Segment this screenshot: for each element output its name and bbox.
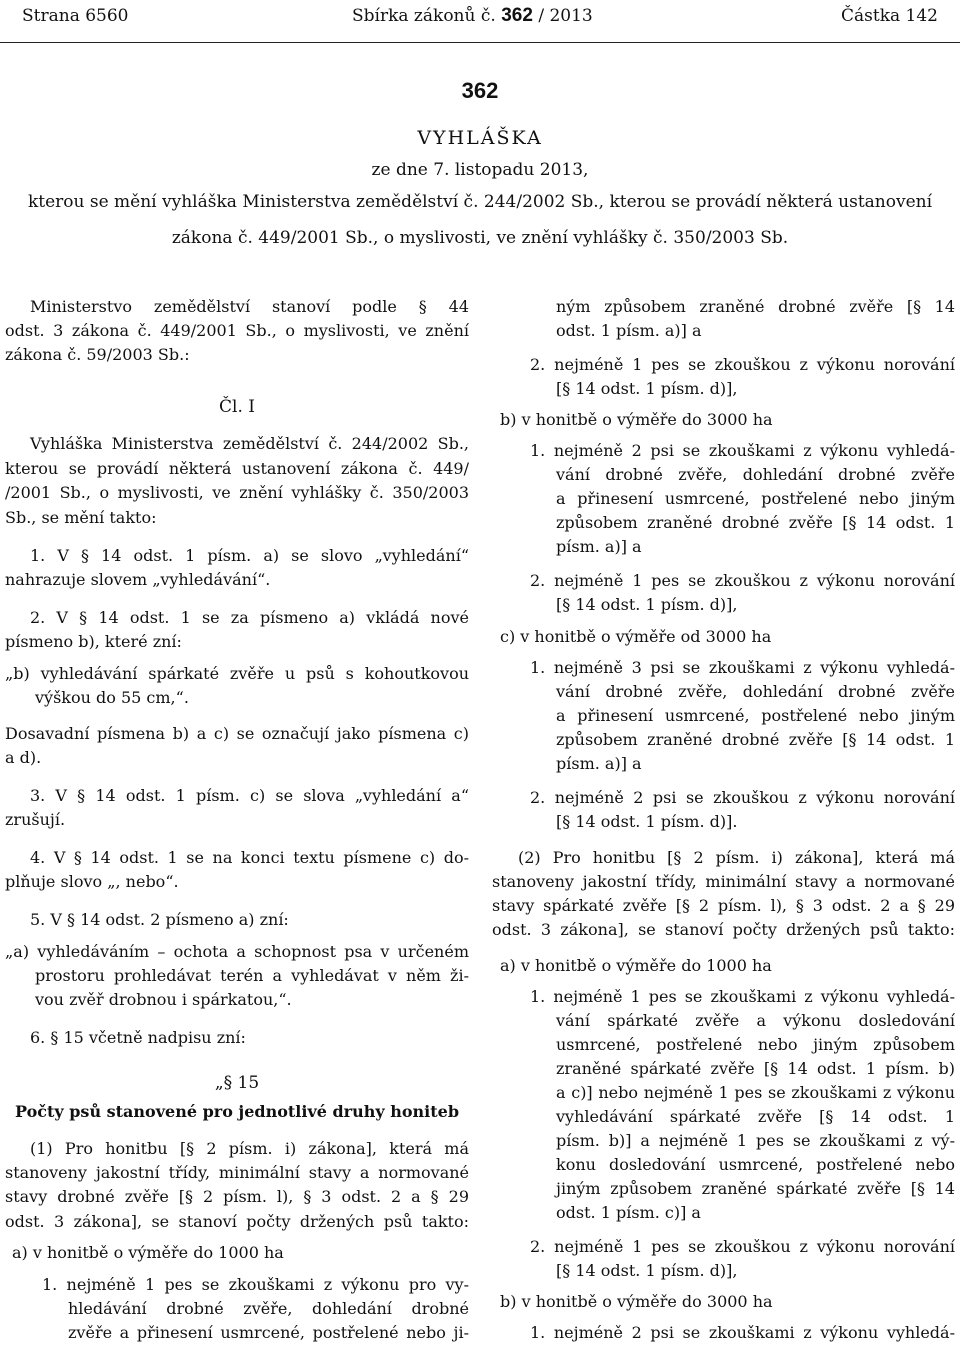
text-line: [§ 14 odst. 1 písm. d)]. — [556, 812, 738, 831]
text-line: a přinesení usmrcené, postřelené nebo jiným — [556, 706, 955, 725]
text-line: vou zvěř drobnou i spárkatou,“. — [35, 990, 292, 1009]
text-line: stanoveny jakostní třídy, minimální stavy a normované — [492, 872, 955, 891]
section-heading: „§ 15 — [214, 1073, 260, 1093]
text-line: plňuje slovo „, nebo“. — [5, 872, 179, 891]
text-line: vání spárkaté zvěře a výkonu dosledování — [556, 1011, 955, 1030]
collection-number: 362 — [501, 5, 533, 26]
part-number: Částka 142 — [841, 6, 938, 26]
text-line: písmeno b), které zní: — [5, 632, 182, 651]
text-line: b) v honitbě o výměře do 3000 ha — [500, 410, 773, 429]
section-heading: Počty psů stanovené pro jednotlivé druhy honiteb — [14, 1102, 460, 1121]
text-line: vání drobné zvěře, dohledání drobné zvěře — [556, 465, 955, 484]
text-line: Ministerstvo zemědělství stanoví podle § 44 — [30, 297, 469, 316]
text-line: 1. nejméně 1 pes se zkouškami z výkonu vyhledá- — [530, 987, 955, 1006]
collection-year: / 2013 — [538, 6, 593, 26]
text-line: odst. 1 písm. a)] a — [556, 321, 702, 340]
text-line: a d). — [5, 748, 42, 767]
text-line: 3. V § 14 odst. 1 písm. c) se slova „vyhledání a“ — [30, 786, 469, 805]
document-subtitle-line: kterou se mění vyhláška Ministerstva zemědělství č. 244/2002 Sb., kterou se provádí některá ustanovení — [27, 192, 933, 212]
document-subtitle-line: zákona č. 449/2001 Sb., o myslivosti, ve znění vyhlášky č. 350/2003 Sb. — [171, 228, 789, 248]
text-line: stanoveny jakostní třídy, minimální stavy a normované — [5, 1163, 469, 1182]
text-line: vání drobné zvěře, dohledání drobné zvěře — [556, 682, 955, 701]
text-line: 2. nejméně 1 pes se zkouškou z výkonu norování — [530, 1237, 955, 1256]
text-line: a) v honitbě o výměře do 1000 ha — [12, 1243, 284, 1262]
text-line: písm. b)] a nejméně 1 pes se zkouškami z vý- — [556, 1131, 955, 1150]
text-line: c) v honitbě o výměře od 3000 ha — [500, 627, 772, 646]
text-line: zraněné spárkaté zvěře [§ 14 odst. 1 písm. b) — [556, 1059, 955, 1078]
text-line: 1. nejméně 2 psi se zkouškami z výkonu vyhledá- — [530, 1323, 955, 1342]
text-line: 2. nejméně 1 pes se zkouškou z výkonu norování — [530, 355, 955, 374]
text-line: 2. nejméně 1 pes se zkouškou z výkonu norování — [530, 571, 955, 590]
text-line: a c)] nebo nejméně 1 pes se zkouškami z výkonu — [556, 1083, 955, 1102]
text-line: Dosavadní písmena b) a c) se označují jako písmena c) — [5, 724, 469, 743]
document-number: 362 — [461, 78, 499, 103]
text-line: 2. nejméně 2 psi se zkouškou z výkonu norování — [530, 788, 955, 807]
text-line: 1. nejméně 3 psi se zkouškami z výkonu vyhledá- — [530, 658, 955, 677]
text-line: [§ 14 odst. 1 písm. d)], — [556, 1261, 738, 1280]
text-line: (1) Pro honitbu [§ 2 písm. i) zákona], která má — [30, 1139, 469, 1158]
document-date: ze dne 7. listopadu 2013, — [371, 160, 589, 180]
text-line: stavy drobné zvěře [§ 2 písm. l), § 3 odst. 2 a § 29 — [5, 1187, 469, 1206]
text-line: 1. nejméně 1 pes se zkouškami z výkonu pro vy- — [42, 1275, 469, 1294]
text-line: písm. a)] a — [556, 754, 642, 773]
text-line: stavy spárkaté zvěře [§ 2 písm. l), § 3 odst. 2 a § 29 — [492, 896, 955, 915]
page-number: Strana 6560 — [22, 6, 129, 26]
text-line: [§ 14 odst. 1 písm. d)], — [556, 595, 738, 614]
text-line: zvěře a přinesení usmrcené, postřelené nebo ji- — [68, 1323, 469, 1342]
text-line: (2) Pro honitbu [§ 2 písm. i) zákona], která má — [518, 848, 955, 867]
text-line: výškou do 55 cm,“. — [35, 688, 189, 707]
text-line: hledávání drobné zvěře, dohledání drobné — [68, 1299, 469, 1318]
text-line: Sb., se mění takto: — [5, 508, 157, 527]
text-line: b) v honitbě o výměře do 3000 ha — [500, 1292, 773, 1311]
text-line: odst. 3 zákona], se stanoví počty držených psů takto: — [492, 920, 955, 939]
text-line: zrušují. — [5, 810, 66, 829]
text-line: 1. nejméně 2 psi se zkouškami z výkonu vyhledá- — [530, 441, 955, 460]
text-line: jiným způsobem zraněné spárkaté zvěře [§ 14 — [556, 1179, 955, 1198]
text-line: a) v honitbě o výměře do 1000 ha — [500, 956, 772, 975]
text-line: 4. V § 14 odst. 1 se na konci textu písmene c) do- — [30, 848, 469, 867]
text-line: způsobem zraněné drobné zvěře [§ 14 odst. 1 — [556, 513, 955, 532]
section-heading: Čl. I — [219, 397, 255, 417]
text-line: způsobem zraněné drobné zvěře [§ 14 odst. 1 — [556, 730, 955, 749]
text-line: a přinesení usmrcené, postřelené nebo jiným — [556, 489, 955, 508]
header-rule — [0, 42, 960, 43]
text-line: odst. 3 zákona č. 449/2001 Sb., o myslivosti, ve znění — [5, 321, 469, 340]
text-line: zákona č. 59/2003 Sb.: — [5, 345, 190, 364]
text-line: „a) vyhledáváním – ochota a schopnost psa v určeném — [5, 942, 469, 961]
collection-title — [352, 3, 593, 29]
text-line: vyhledávání spárkaté zvěře [§ 14 odst. 1 — [556, 1107, 955, 1126]
document-type: VYHLÁŠKA — [417, 127, 543, 149]
text-line: písm. a)] a — [556, 537, 642, 556]
text-line: [§ 14 odst. 1 písm. d)], — [556, 379, 738, 398]
text-line: konu dosledování usmrcené, postřelené nebo — [556, 1155, 955, 1174]
text-line: 6. § 15 včetně nadpisu zní: — [30, 1028, 246, 1047]
text-line: kterou se provádí některá ustanovení zákona č. 449/ — [5, 459, 469, 478]
text-line: /2001 Sb., o myslivosti, ve znění vyhlášky č. 350/2003 — [5, 483, 469, 502]
text-line: odst. 3 zákona], se stanoví počty držených psů takto: — [5, 1212, 469, 1231]
text-line: Vyhláška Ministerstva zemědělství č. 244/2002 Sb., — [30, 434, 469, 453]
text-line: 1. V § 14 odst. 1 písm. a) se slovo „vyhledání“ — [30, 546, 469, 565]
text-line: 2. V § 14 odst. 1 se za písmeno a) vkládá nové — [30, 608, 469, 627]
collection-prefix: Sbírka zákonů č. — [352, 6, 496, 26]
text-line: nahrazuje slovem „vyhledávání“. — [5, 570, 271, 589]
text-line: usmrcené, postřelené nebo jiným způsobem — [556, 1035, 955, 1054]
text-line: ným způsobem zraněné drobné zvěře [§ 14 — [556, 297, 955, 316]
text-line: prostoru prohledávat terén a vyhledávat v něm ži- — [35, 966, 469, 985]
text-line: 5. V § 14 odst. 2 písmeno a) zní: — [30, 910, 289, 929]
text-line: odst. 1 písm. c)] a — [556, 1203, 701, 1222]
text-line: „b) vyhledávání spárkaté zvěře u psů s kohoutkovou — [5, 664, 469, 683]
